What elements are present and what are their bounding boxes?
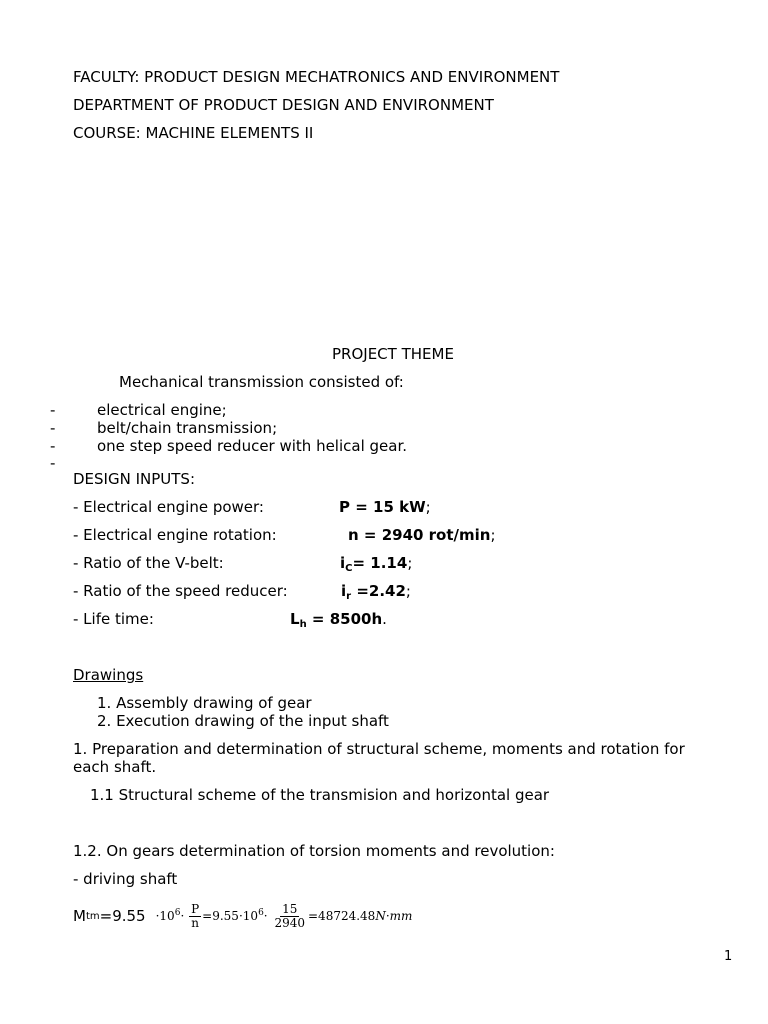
formula-lhs-eq: =9.55 xyxy=(99,907,146,925)
rotation-value-row xyxy=(348,526,496,544)
torsion-moment-formula xyxy=(73,898,412,934)
vbelt-label: - Ratio of the V-belt: xyxy=(73,554,224,572)
drawings-item: 1. Assembly drawing of gear xyxy=(97,694,312,712)
theme-intro: Mechanical transmission consisted of: xyxy=(119,373,404,391)
page-number: 1 xyxy=(724,949,733,964)
formula-lhs-subscript: tm xyxy=(85,910,100,922)
semicolon: ; xyxy=(425,498,431,516)
power-value-row xyxy=(339,498,431,516)
subsection-1-1: 1.1 Structural scheme of the transmision and horizontal gear xyxy=(90,786,550,804)
bullet-marker: - xyxy=(50,401,56,419)
bullet-item: electrical engine; xyxy=(97,401,227,419)
vbelt-value-row xyxy=(340,554,412,574)
reducer-value-row xyxy=(341,582,411,602)
section1-line1: 1. Preparation and determination of structural scheme, moments and rotation for xyxy=(73,740,685,758)
formula-dot: · xyxy=(155,908,160,923)
driving-shaft-label: - driving shaft xyxy=(73,870,178,888)
vbelt-value: = 1.14 xyxy=(352,554,408,572)
rotation-label: - Electrical engine rotation: xyxy=(73,526,277,544)
reducer-value: =2.42 xyxy=(351,582,406,600)
formula-dot: · xyxy=(385,908,390,923)
life-value: = 8500h xyxy=(306,610,383,628)
power-value: P = 15 kW xyxy=(339,498,426,516)
formula-exponent: 6 xyxy=(258,907,264,918)
bullet-item: belt/chain transmission; xyxy=(97,419,278,437)
section1-line2: each shaft. xyxy=(73,758,157,776)
life-symbol: L xyxy=(290,610,300,628)
fraction-numerator: P xyxy=(191,901,200,916)
drawings-item: 2. Execution drawing of the input shaft xyxy=(97,712,389,730)
drawings-heading: Drawings xyxy=(73,666,144,684)
formula-rhs xyxy=(156,903,413,930)
vbelt-symbol: i xyxy=(340,554,346,572)
subsection-1-2: 1.2. On gears determination of torsion moments and revolution: xyxy=(73,842,555,860)
department-line: DEPARTMENT OF PRODUCT DESIGN AND ENVIRONMENT xyxy=(73,96,494,114)
formula-result: =48724.48 xyxy=(308,908,376,923)
formula-unit-mm: mm xyxy=(389,908,413,923)
fraction-denominator: n xyxy=(191,915,199,930)
formula-ten: 10 xyxy=(242,908,259,923)
vbelt-subscript: C xyxy=(345,563,353,574)
reducer-subscript: r xyxy=(346,591,352,602)
power-label: - Electrical engine power: xyxy=(73,498,264,516)
bullet-marker: - xyxy=(50,437,56,455)
formula-lhs-symbol: M xyxy=(73,907,86,925)
life-subscript: h xyxy=(299,619,307,630)
semicolon: ; xyxy=(490,526,496,544)
formula-dot: · xyxy=(238,908,243,923)
faculty-line: FACULTY: PRODUCT DESIGN MECHATRONICS AND ENVIRONMENT xyxy=(73,68,560,86)
bullet-marker: - xyxy=(50,454,56,472)
fraction-denominator: 2940 xyxy=(274,915,305,930)
formula-unit-n: N xyxy=(375,908,386,923)
reducer-label: - Ratio of the speed reducer: xyxy=(73,582,288,600)
formula-fraction-p-n xyxy=(189,903,201,930)
semicolon: ; xyxy=(405,582,411,600)
rotation-value: n = 2940 rot/min xyxy=(348,526,491,544)
formula-fraction-values xyxy=(272,903,307,930)
bullet-marker: - xyxy=(50,419,56,437)
design-inputs-heading: DESIGN INPUTS: xyxy=(73,470,195,488)
formula-dot: · xyxy=(263,908,268,923)
reducer-symbol: i xyxy=(341,582,347,600)
semicolon: ; xyxy=(407,554,413,572)
period: . xyxy=(382,610,387,628)
life-value-row xyxy=(290,610,387,630)
formula-ten: 10 xyxy=(159,908,175,923)
bullet-item: one step speed reducer with helical gear. xyxy=(97,437,408,455)
course-line: COURSE: MACHINE ELEMENTS II xyxy=(73,124,314,142)
project-theme-title: PROJECT THEME xyxy=(332,345,454,363)
life-label: - Life time: xyxy=(73,610,154,628)
formula-mid: =9.55 xyxy=(202,908,239,923)
formula-dot: · xyxy=(180,908,185,923)
fraction-numerator: 15 xyxy=(282,901,298,916)
formula-exponent: 6 xyxy=(174,907,181,918)
